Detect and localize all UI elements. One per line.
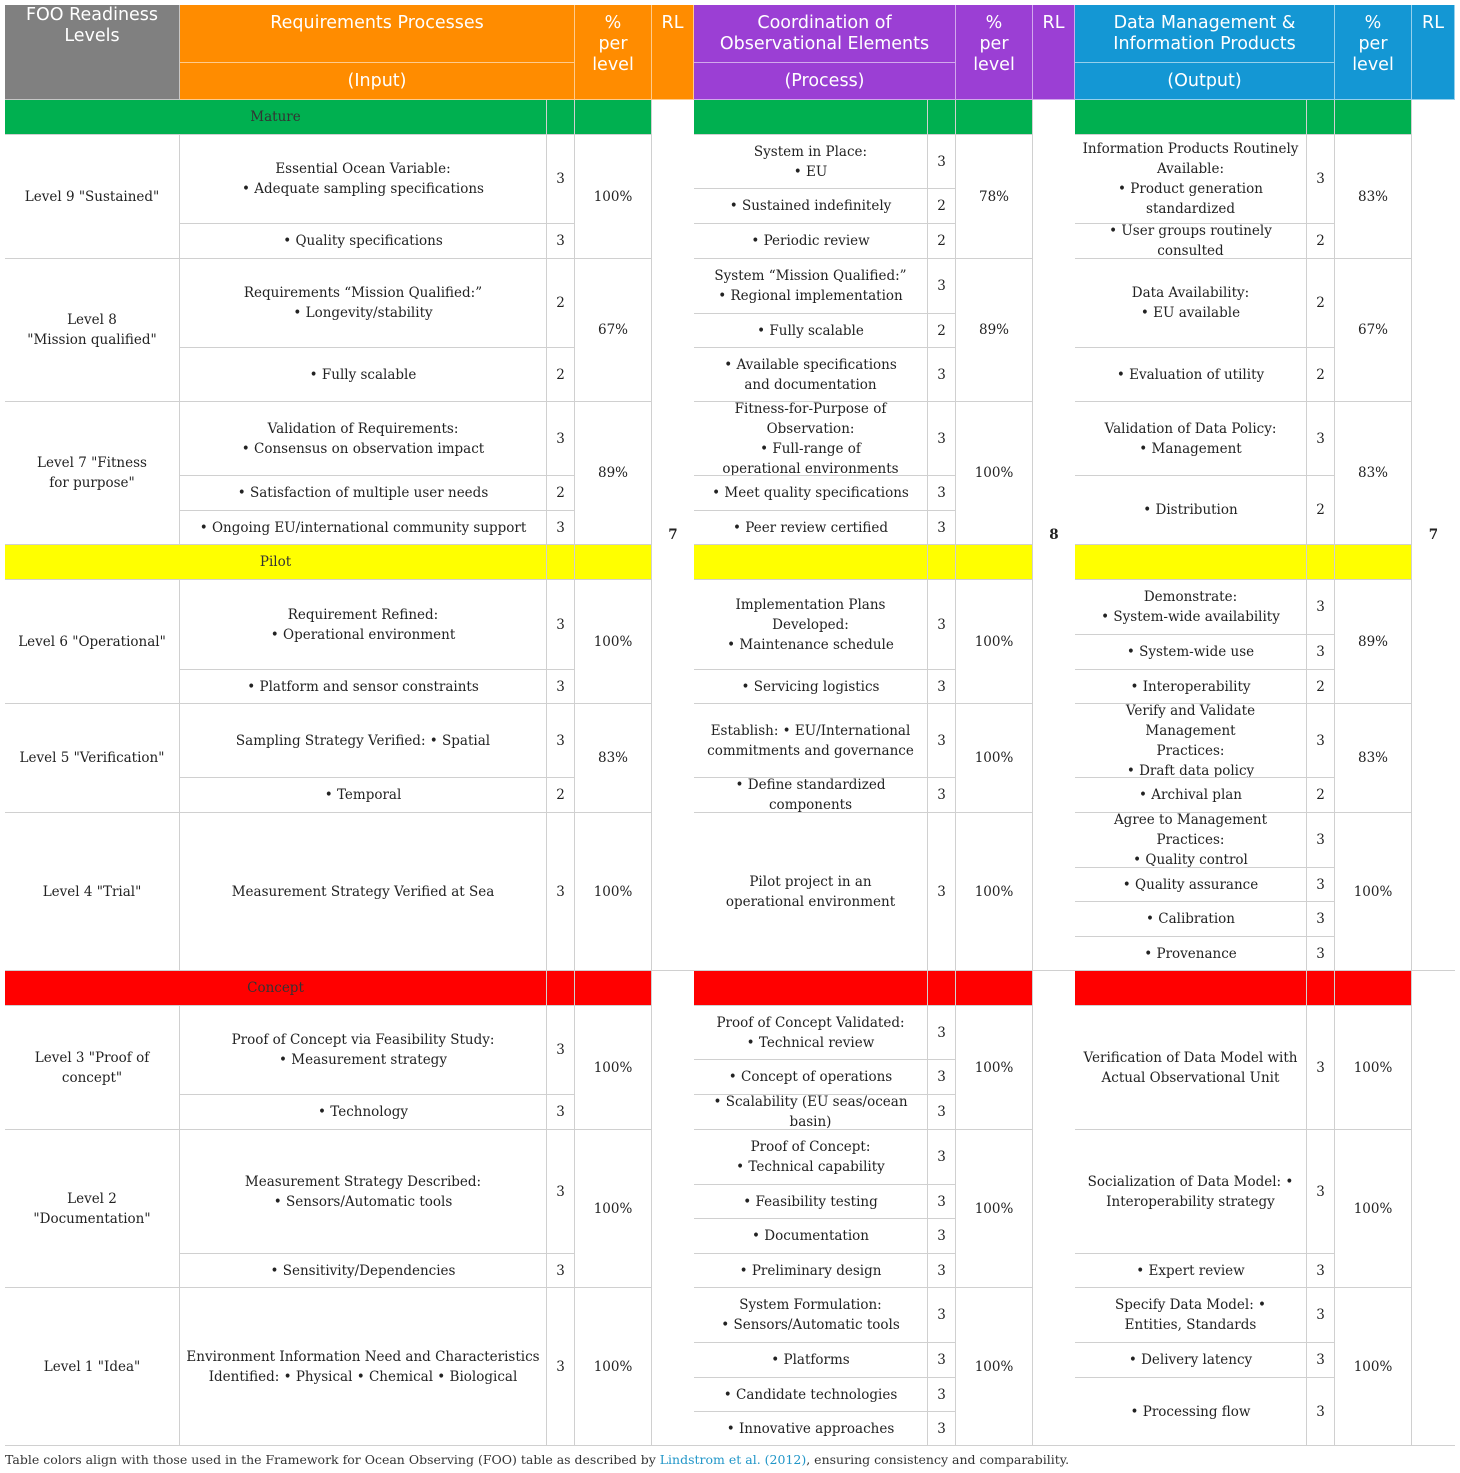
data-criterion-l4a: Agree to Management Practices: • Quality control: [1075, 813, 1307, 868]
band-mature-fill: [694, 100, 928, 135]
header-data-subtitle: (Output): [1075, 63, 1335, 100]
data-criterion-l2a: Socialization of Data Model: • Interoperability strategy: [1075, 1130, 1307, 1254]
coord-score-l6a: 3: [928, 580, 956, 670]
band-mature-fill: [1335, 100, 1412, 135]
data-percent-l4: 100%: [1335, 813, 1412, 971]
data-percent-l6: 89%: [1335, 580, 1412, 704]
req-score-l3a: 3: [547, 1006, 575, 1095]
coord-score-l5b: 3: [928, 778, 956, 813]
data-criterion-l5a: Verify and Validate Management Practices: • Draft data policy: [1075, 704, 1307, 778]
req-criterion-l1a: Environment Information Need and Characteristics Identified: • Physical • Chemical • Biological: [180, 1288, 547, 1446]
coord-criterion-l9c: • Periodic review: [694, 224, 928, 259]
data-criterion-l4c: • Calibration: [1075, 902, 1307, 937]
data-score-l1a: 3: [1307, 1288, 1335, 1343]
coord-criterion-l7c: • Peer review certified: [694, 511, 928, 545]
band-pilot-fill: [928, 545, 956, 580]
req-score-l5b: 2: [547, 778, 575, 813]
data-score-l9b: 2: [1307, 224, 1335, 259]
coord-score-l7b: 3: [928, 476, 956, 511]
req-criterion-l5b: • Temporal: [180, 778, 547, 813]
coord-score-l2d: 3: [928, 1254, 956, 1288]
data-score-l4c: 3: [1307, 902, 1335, 937]
coord-score-l3b: 3: [928, 1060, 956, 1095]
coord-criterion-l2c: • Documentation: [694, 1219, 928, 1254]
data-criterion-l7b: • Distribution: [1075, 476, 1307, 545]
coord-criterion-l1c: • Candidate technologies: [694, 1378, 928, 1412]
coord-score-l7c: 3: [928, 511, 956, 545]
data-criterion-l3a: Verification of Data Model with Actual Observational Unit: [1075, 1006, 1307, 1130]
data-percent-l1: 100%: [1335, 1288, 1412, 1446]
coord-criterion-l1a: System Formulation: • Sensors/Automatic tools: [694, 1288, 928, 1343]
level-label-l6: Level 6 "Operational": [5, 580, 180, 704]
coord-score-l3c: 3: [928, 1095, 956, 1130]
table-caption: [5, 1452, 1069, 1467]
data-criterion-l8a: Data Availability: • EU available: [1075, 259, 1307, 348]
band-mature-fill: [1075, 100, 1307, 135]
req-score-l7c: 3: [547, 511, 575, 545]
req-percent-l6: 100%: [575, 580, 652, 704]
coord-percent-l1: 100%: [956, 1288, 1033, 1446]
data-score-l4a: 3: [1307, 813, 1335, 868]
coord-criterion-l3b: • Concept of operations: [694, 1060, 928, 1095]
band-mature: Mature: [5, 100, 547, 135]
level-label-l1: Level 1 "Idea": [5, 1288, 180, 1446]
coord-score-l4a: 3: [928, 813, 956, 971]
band-concept-fill: [547, 971, 575, 1006]
req-criterion-l7c: • Ongoing EU/international community support: [180, 511, 547, 545]
band-concept-fill: [1335, 971, 1412, 1006]
req-score-l2b: 3: [547, 1254, 575, 1288]
band-pilot-fill: [575, 545, 652, 580]
data-score-l6c: 2: [1307, 670, 1335, 704]
band-pilot-fill: [1075, 545, 1307, 580]
coord-criterion-l1d: • Innovative approaches: [694, 1412, 928, 1446]
caption-text-end: , ensuring consistency and comparability.: [806, 1452, 1070, 1467]
coord-percent-l7: 100%: [956, 402, 1033, 545]
coord-score-l1b: 3: [928, 1343, 956, 1378]
coord-criterion-l4a: Pilot project in an operational environment: [694, 813, 928, 971]
coord-criterion-l2d: • Preliminary design: [694, 1254, 928, 1288]
header-data-rl: RL: [1412, 5, 1455, 100]
req-criterion-l9b: • Quality specifications: [180, 224, 547, 259]
coord-score-l3a: 3: [928, 1006, 956, 1060]
coord-percent-l6: 100%: [956, 580, 1033, 704]
req-percent-l4: 100%: [575, 813, 652, 971]
data-criterion-l8b: • Evaluation of utility: [1075, 348, 1307, 402]
data-criterion-l1b: • Delivery latency: [1075, 1343, 1307, 1378]
coord-score-l9b: 2: [928, 189, 956, 224]
data-score-l6b: 3: [1307, 635, 1335, 670]
req-score-l8b: 2: [547, 348, 575, 402]
coord-criterion-l9b: • Sustained indefinitely: [694, 189, 928, 224]
coord-score-l8b: 2: [928, 314, 956, 348]
data-percent-l3: 100%: [1335, 1006, 1412, 1130]
band-concept-fill: [928, 971, 956, 1006]
level-label-l2: Level 2 "Documentation": [5, 1130, 180, 1288]
coord-criterion-l2b: • Feasibility testing: [694, 1185, 928, 1219]
header-req-rl: RL: [652, 5, 694, 100]
data-criterion-l1c: • Processing flow: [1075, 1378, 1307, 1446]
coord-score-l1d: 3: [928, 1412, 956, 1446]
rl-data: 7: [1412, 100, 1455, 971]
coord-score-l2b: 3: [928, 1185, 956, 1219]
coord-score-l9c: 2: [928, 224, 956, 259]
data-criterion-l7a: Validation of Data Policy: • Management: [1075, 402, 1307, 476]
req-criterion-l3a: Proof of Concept via Feasibility Study: • Measurement strategy: [180, 1006, 547, 1095]
coord-percent-l5: 100%: [956, 704, 1033, 813]
header-readiness-levels: FOO Readiness Levels: [5, 5, 180, 100]
req-criterion-l2a: Measurement Strategy Described: • Sensors/Automatic tools: [180, 1130, 547, 1254]
data-percent-l9: 83%: [1335, 135, 1412, 259]
coord-criterion-l3c: • Scalability (EU seas/ocean basin): [694, 1095, 928, 1130]
data-score-l8a: 2: [1307, 259, 1335, 348]
req-percent-l7: 89%: [575, 402, 652, 545]
data-score-l9a: 3: [1307, 135, 1335, 224]
req-percent-l1: 100%: [575, 1288, 652, 1446]
data-percent-l7: 83%: [1335, 402, 1412, 545]
data-score-l4b: 3: [1307, 868, 1335, 902]
req-criterion-l7a: Validation of Requirements: • Consensus on observation impact: [180, 402, 547, 476]
coord-criterion-l8a: System “Mission Qualified:” • Regional implementation: [694, 259, 928, 314]
band-concept-fill: [694, 971, 928, 1006]
coord-criterion-l8b: • Fully scalable: [694, 314, 928, 348]
data-score-l2b: 3: [1307, 1254, 1335, 1288]
band-pilot-fill: [547, 545, 575, 580]
data-score-l5b: 2: [1307, 778, 1335, 813]
coord-criterion-l5a: Establish: • EU/International commitments and governance: [694, 704, 928, 778]
coord-score-l1c: 3: [928, 1378, 956, 1412]
band-concept: Concept: [5, 971, 547, 1006]
data-criterion-l2b: • Expert review: [1075, 1254, 1307, 1288]
coord-score-l9a: 3: [928, 135, 956, 189]
req-percent-l9: 100%: [575, 135, 652, 259]
band-concept-fill: [956, 971, 1033, 1006]
coord-percent-l3: 100%: [956, 1006, 1033, 1130]
coord-criterion-l2a: Proof of Concept: • Technical capability: [694, 1130, 928, 1185]
data-criterion-l5b: • Archival plan: [1075, 778, 1307, 813]
data-score-l1c: 3: [1307, 1378, 1335, 1446]
band-mature-fill: [956, 100, 1033, 135]
band-mature-fill: [575, 100, 652, 135]
req-percent-l8: 67%: [575, 259, 652, 402]
coord-score-l8a: 3: [928, 259, 956, 314]
header-req-percent: % per level: [575, 5, 652, 100]
level-label-l8: Level 8 "Mission qualified": [5, 259, 180, 402]
level-label-l7: Level 7 "Fitness for purpose": [5, 402, 180, 545]
coord-score-l6b: 3: [928, 670, 956, 704]
data-score-l7a: 3: [1307, 402, 1335, 476]
req-criterion-l6b: • Platform and sensor constraints: [180, 670, 547, 704]
req-percent-l2: 100%: [575, 1130, 652, 1288]
coord-criterion-l8c: • Available specifications and documentation: [694, 348, 928, 402]
readiness-table: [5, 5, 1455, 1446]
data-score-l7b: 2: [1307, 476, 1335, 545]
band-pilot-fill: [1307, 545, 1335, 580]
band-pilot-fill: [1335, 545, 1412, 580]
header-coord-subtitle: (Process): [694, 63, 956, 100]
header-coord-rl: RL: [1033, 5, 1075, 100]
coord-criterion-l9a: System in Place: • EU: [694, 135, 928, 189]
coord-percent-l2: 100%: [956, 1130, 1033, 1288]
req-criterion-l6a: Requirement Refined: • Operational environment: [180, 580, 547, 670]
band-pilot-fill: [694, 545, 928, 580]
header-data-title: Data Management & Information Products: [1075, 5, 1335, 63]
coord-score-l7a: 3: [928, 402, 956, 476]
coord-percent-l9: 78%: [956, 135, 1033, 259]
req-percent-l3: 100%: [575, 1006, 652, 1130]
band-concept-fill: [575, 971, 652, 1006]
req-criterion-l2b: • Sensitivity/Dependencies: [180, 1254, 547, 1288]
coord-percent-l4: 100%: [956, 813, 1033, 971]
coord-criterion-l6b: • Servicing logistics: [694, 670, 928, 704]
req-criterion-l3b: • Technology: [180, 1095, 547, 1130]
data-score-l1b: 3: [1307, 1343, 1335, 1378]
req-score-l5a: 3: [547, 704, 575, 778]
coord-criterion-l7b: • Meet quality specifications: [694, 476, 928, 511]
band-concept-fill: [1307, 971, 1335, 1006]
req-criterion-l8b: • Fully scalable: [180, 348, 547, 402]
band-mature-fill: [1307, 100, 1335, 135]
coord-criterion-l7a: Fitness-for-Purpose of Observation: • Full-range of operational environments: [694, 402, 928, 476]
data-score-l5a: 3: [1307, 704, 1335, 778]
caption-text: Table colors align with those used in the Framework for Ocean Observing (FOO) table as described by: [5, 1452, 660, 1467]
rl-data-concept: [1412, 971, 1455, 1446]
req-score-l4a: 3: [547, 813, 575, 971]
level-label-l4: Level 4 "Trial": [5, 813, 180, 971]
data-percent-l8: 67%: [1335, 259, 1412, 402]
rl-coordination: 8: [1033, 100, 1075, 971]
req-criterion-l8a: Requirements “Mission Qualified:” • Longevity/stability: [180, 259, 547, 348]
coord-score-l2c: 3: [928, 1219, 956, 1254]
band-mature-fill: [547, 100, 575, 135]
coord-score-l8c: 3: [928, 348, 956, 402]
coord-criterion-l6a: Implementation Plans Developed: • Maintenance schedule: [694, 580, 928, 670]
level-label-l3: Level 3 "Proof of concept": [5, 1006, 180, 1130]
level-label-l9: Level 9 "Sustained": [5, 135, 180, 259]
data-criterion-l9b: • User groups routinely consulted: [1075, 224, 1307, 259]
req-score-l7b: 2: [547, 476, 575, 511]
req-criterion-l5a: Sampling Strategy Verified: • Spatial: [180, 704, 547, 778]
data-criterion-l4d: • Provenance: [1075, 937, 1307, 971]
data-percent-l2: 100%: [1335, 1130, 1412, 1288]
data-score-l6a: 3: [1307, 580, 1335, 635]
req-criterion-l9a: Essential Ocean Variable: • Adequate sampling specifications: [180, 135, 547, 224]
band-concept-fill: [1075, 971, 1307, 1006]
req-criterion-l4a: Measurement Strategy Verified at Sea: [180, 813, 547, 971]
coord-criterion-l1b: • Platforms: [694, 1343, 928, 1378]
req-score-l2a: 3: [547, 1130, 575, 1254]
coord-percent-l8: 89%: [956, 259, 1033, 402]
coord-criterion-l5b: • Define standardized components: [694, 778, 928, 813]
header-req-subtitle: (Input): [180, 63, 575, 100]
rl-coordination-concept: [1033, 971, 1075, 1446]
data-criterion-l6a: Demonstrate: • System-wide availability: [1075, 580, 1307, 635]
band-pilot: Pilot: [5, 545, 547, 580]
coord-criterion-l3a: Proof of Concept Validated: • Technical review: [694, 1006, 928, 1060]
req-criterion-l7b: • Satisfaction of multiple user needs: [180, 476, 547, 511]
req-score-l6b: 3: [547, 670, 575, 704]
data-score-l4d: 3: [1307, 937, 1335, 971]
data-score-l8b: 2: [1307, 348, 1335, 402]
data-criterion-l4b: • Quality assurance: [1075, 868, 1307, 902]
data-criterion-l6c: • Interoperability: [1075, 670, 1307, 704]
req-score-l9a: 3: [547, 135, 575, 224]
req-score-l1a: 3: [547, 1288, 575, 1446]
header-coord-title: Coordination of Observational Elements: [694, 5, 956, 63]
rl-requirements-concept: [652, 971, 694, 1446]
band-mature-fill: [928, 100, 956, 135]
req-score-l8a: 2: [547, 259, 575, 348]
req-score-l6a: 3: [547, 580, 575, 670]
req-score-l9b: 3: [547, 224, 575, 259]
data-criterion-l6b: • System-wide use: [1075, 635, 1307, 670]
data-score-l3a: 3: [1307, 1006, 1335, 1130]
data-percent-l5: 83%: [1335, 704, 1412, 813]
level-label-l5: Level 5 "Verification": [5, 704, 180, 813]
header-req-title: Requirements Processes: [180, 5, 575, 63]
req-score-l3b: 3: [547, 1095, 575, 1130]
data-score-l2a: 3: [1307, 1130, 1335, 1254]
citation-link[interactable]: Lindstrom et al. (2012): [659, 1452, 807, 1467]
rl-requirements: 7: [652, 100, 694, 971]
coord-score-l1a: 3: [928, 1288, 956, 1343]
header-coord-percent: % per level: [956, 5, 1033, 100]
req-score-l7a: 3: [547, 402, 575, 476]
header-data-percent: % per level: [1335, 5, 1412, 100]
data-criterion-l1a: Specify Data Model: • Entities, Standards: [1075, 1288, 1307, 1343]
coord-score-l2a: 3: [928, 1130, 956, 1185]
req-percent-l5: 83%: [575, 704, 652, 813]
coord-score-l5a: 3: [928, 704, 956, 778]
band-pilot-fill: [956, 545, 1033, 580]
data-criterion-l9a: Information Products Routinely Available: • Product generation standardized: [1075, 135, 1307, 224]
